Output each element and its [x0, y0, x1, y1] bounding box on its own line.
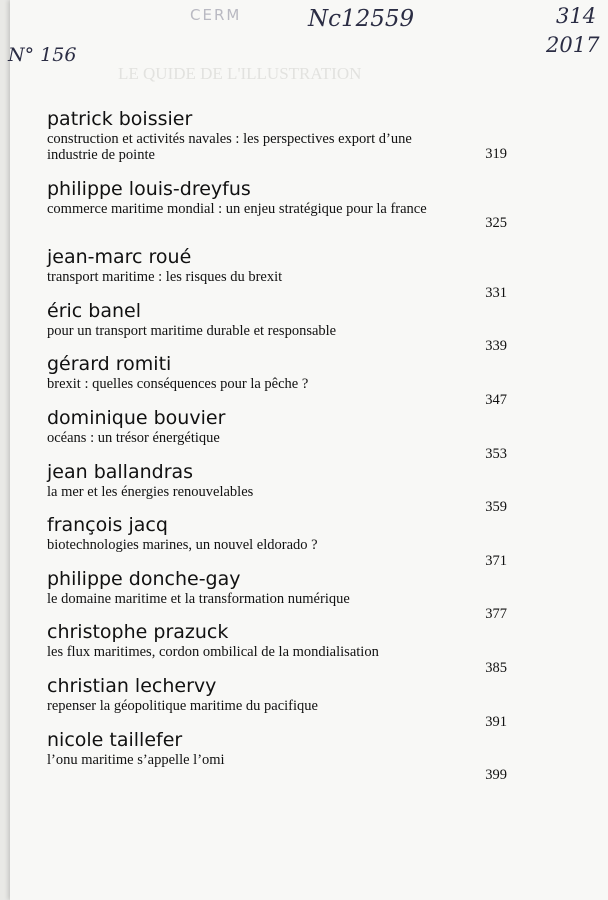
toc-page-number: 399 [485, 767, 507, 784]
toc-entry [47, 730, 507, 784]
handwritten-item-number: N° 156 [8, 44, 77, 66]
toc-page-number: 391 [485, 713, 507, 730]
toc-author: patrick boissier [47, 108, 193, 130]
toc-title: la mer et les énergies renouvelables [47, 483, 254, 500]
toc-entry [47, 462, 507, 516]
toc-author: philippe louis-dreyfus [47, 177, 251, 200]
toc-author: christian lechervy [47, 674, 217, 697]
toc-page-number: 385 [485, 659, 507, 676]
toc-title: les flux maritimes, cordon ombilical de la mondialisation [47, 644, 379, 661]
toc-page-number: 339 [485, 338, 507, 355]
toc-entry [47, 515, 507, 569]
toc-page-number: 371 [485, 552, 507, 569]
toc-title: l’onu maritime s’appelle l’omi [47, 751, 225, 768]
handwritten-year: 2017 [546, 33, 600, 57]
toc-entry [47, 408, 507, 462]
toc-entry [47, 676, 507, 730]
toc-title: brexit : quelles conséquences pour la pêche ? [47, 376, 309, 393]
toc-title: biotechnologies marines, un nouvel eldorado ? [47, 537, 318, 554]
toc-title: le domaine maritime et la transformation numérique [47, 590, 350, 607]
toc-author: christophe prazuck [47, 621, 229, 644]
toc-author: françois jacq [47, 514, 168, 537]
toc-entry [47, 622, 507, 676]
handwritten-reference-code: Nc12559 [308, 6, 415, 32]
toc-entry [47, 247, 507, 301]
toc-page-number: 377 [485, 606, 507, 623]
toc-page-number: 347 [485, 391, 507, 408]
library-stamp: CERM [190, 6, 242, 24]
toc-entry [47, 354, 507, 408]
toc-entry [47, 301, 507, 355]
toc-page-number: 319 [485, 145, 507, 162]
toc-title: pour un transport maritime durable et responsable [47, 322, 337, 339]
toc-author: nicole taillefer [47, 728, 183, 751]
toc-page-number: 359 [485, 499, 507, 516]
toc-entry [47, 569, 507, 623]
toc-author: jean ballandras [47, 460, 194, 483]
toc-entry [47, 179, 507, 233]
bleed-through-heading: LE QUIDE DE L'ILLUSTRATION [118, 64, 362, 83]
toc-author: jean-marc roué [47, 246, 192, 269]
toc-title: océans : un trésor énergétique [47, 429, 220, 446]
toc-page-number: 331 [485, 284, 507, 301]
handwritten-volume: 314 [556, 4, 597, 28]
toc-page-number: 353 [485, 445, 507, 462]
toc-author: éric banel [47, 299, 141, 322]
toc-title: commerce maritime mondial : un enjeu stratégique pour la france [47, 200, 427, 217]
toc-title: construction et activités navales : les perspectives export d’une industrie de pointe [47, 131, 412, 163]
toc-title: transport maritime : les risques du brexit [47, 269, 283, 286]
toc-page-number: 325 [485, 215, 507, 232]
toc-entry [47, 109, 507, 163]
toc-author: dominique bouvier [47, 406, 226, 429]
toc-author: philippe donche-gay [47, 567, 241, 590]
table-of-contents [47, 109, 507, 783]
toc-title: repenser la géopolitique maritime du pacifique [47, 697, 318, 714]
toc-author: gérard romiti [47, 353, 172, 376]
